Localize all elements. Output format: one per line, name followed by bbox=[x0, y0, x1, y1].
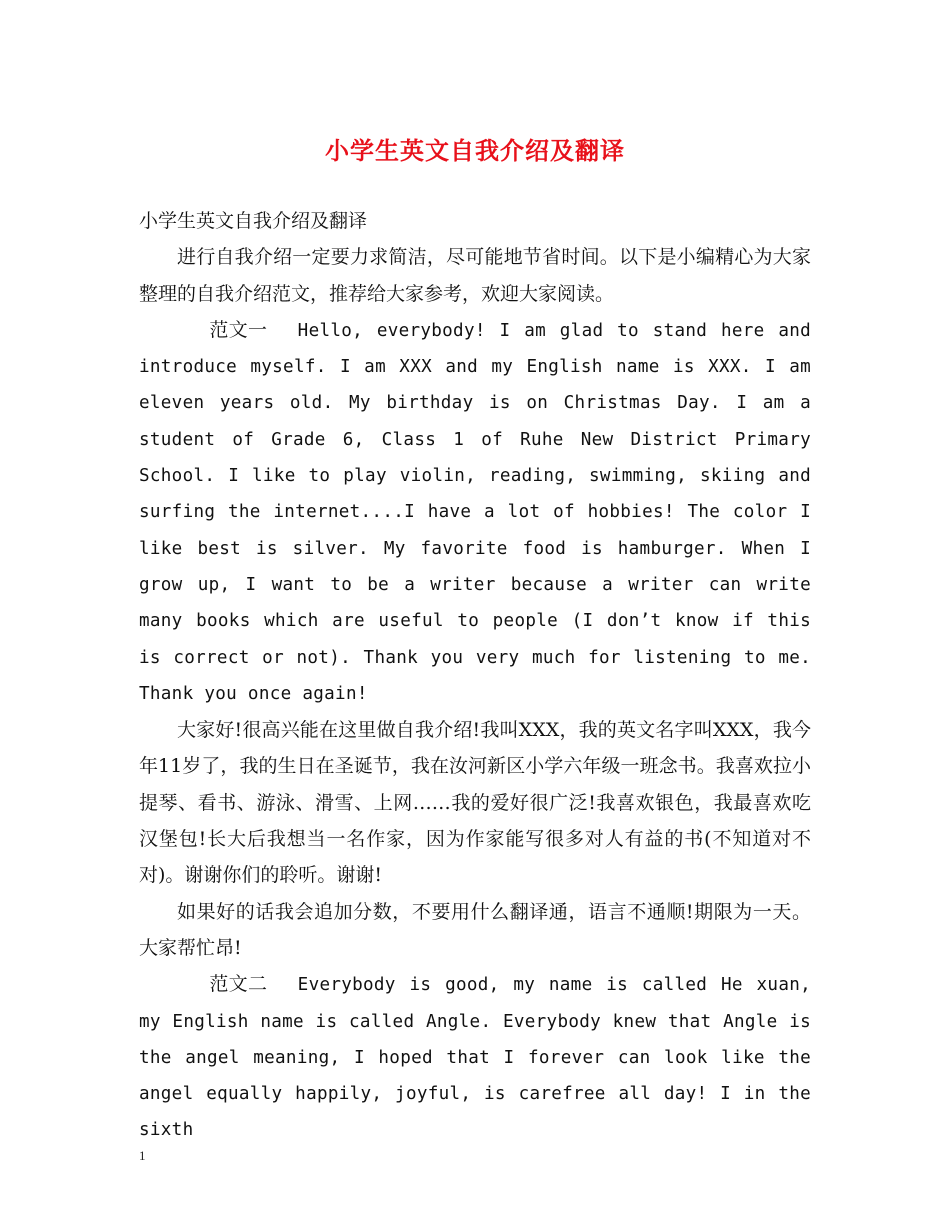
document-body bbox=[139, 203, 811, 1149]
sample1-label: 范文一 bbox=[209, 318, 268, 341]
sample1-chinese-paragraph: 大家好!很高兴能在这里做自我介绍!我叫XXX，我的英文名字叫XXX，我今年11岁了，我的生日在圣诞节，我在汝河新区小学六年级一班念书。我喜欢拉小提琴、看书、游泳、滑雪、上网……我的爱好很广泛!我喜欢银色，我最喜欢吃汉堡包!长大后我想当一名作家，因为作家能写很多对人有益的书(不知道对不对)。谢谢你们的聆听。谢谢! bbox=[139, 719, 811, 887]
intro-paragraph: 进行自我介绍一定要力求简洁，尽可能地节省时间。以下是小编精心为大家整理的自我介绍范文，推荐给大家参考，欢迎大家阅读。 bbox=[139, 246, 811, 305]
subtitle-paragraph: 小学生英文自我介绍及翻译 bbox=[139, 210, 368, 232]
sample1-english-paragraph bbox=[139, 312, 811, 712]
sample2-english-text: Everybody is good, my name is called He xuan, my English name is called Angle. Everybody knew that Angle is the angel meaning, I hoped that I forever can look like the angel equally happily, joyful, is carefree all day! I in the sixth bbox=[139, 975, 811, 1141]
sample2-label: 范文二 bbox=[209, 973, 268, 996]
sample1-english-text: Hello, everybody! I am glad to stand here and introduce myself. I am XXX and my English name is XXX. I am eleven years old. My birthday is on Christmas Day. I am a student of Grade 6, Class 1 of Ruhe New District Primary School. I like to play violin, reading, swimming, skiing and surfing the internet....I have a lot of hobbies! The color I like best is silver. My favorite food is hamburger. When I grow up, I want to be a writer because a writer can write many books which are useful to people (I don’t know if this is correct or not). Thank you very much for listening to me. Thank you once again! bbox=[139, 320, 811, 704]
document-title: 小学生英文自我介绍及翻译 bbox=[325, 136, 625, 165]
request-note-paragraph: 如果好的话我会追加分数，不要用什么翻译通，语言不通顺!期限为一天。大家帮忙昂! bbox=[139, 900, 811, 959]
sample2-english-paragraph bbox=[139, 966, 811, 1148]
page-number: 1 bbox=[139, 1148, 146, 1163]
